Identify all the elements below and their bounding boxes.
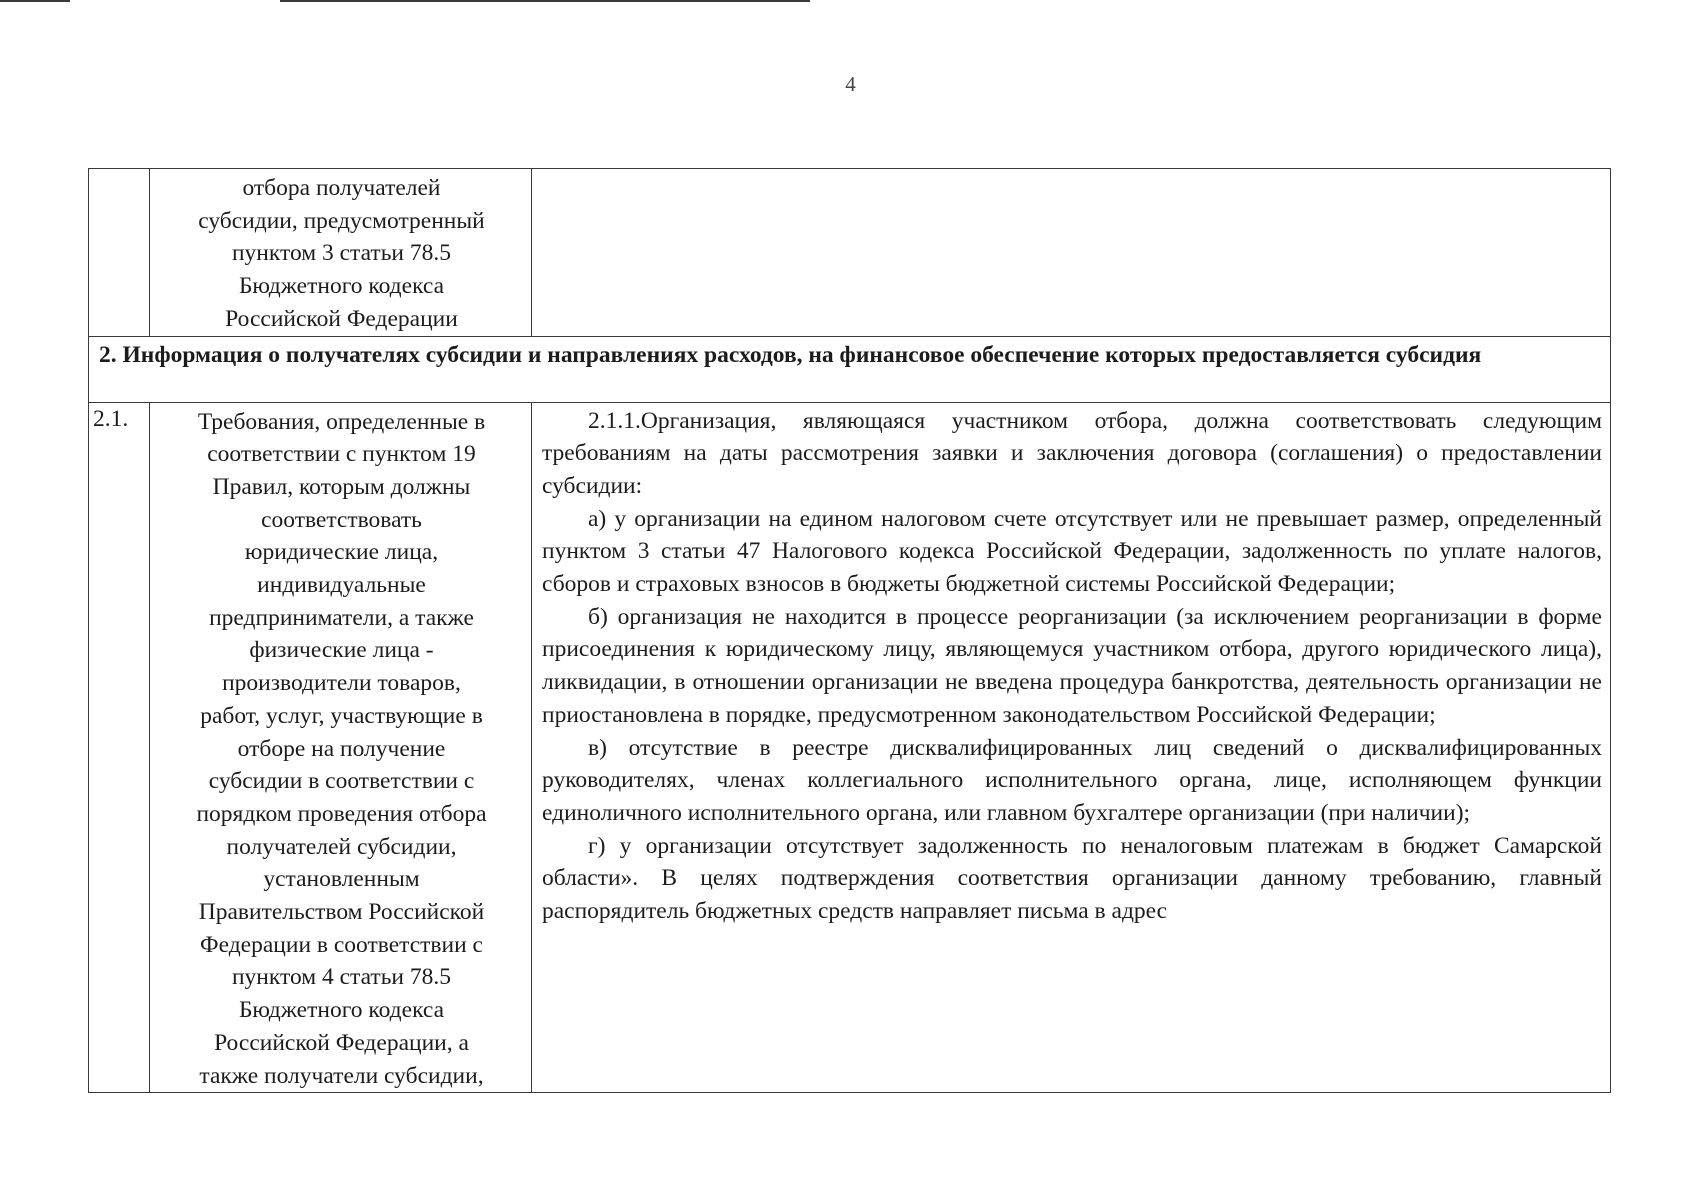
paragraph-a: а) у организации на едином налоговом счете отсутствует или не превышает размер, определенный пунктом 3 статьи 47 Налогового кодекса Российской Федерации, задолженность по уплате налогов, сборов и страховых взносов в бюджеты бюджетной системы Российской Федерации; (542, 505, 1602, 598)
row-number-cell (89, 169, 150, 337)
table-row (89, 169, 1611, 337)
row-number: 2.1. (93, 405, 129, 432)
row-content-cell (532, 402, 1611, 1093)
row-name-cell (150, 402, 532, 1093)
table-row (89, 402, 1611, 1093)
section-header-row (89, 336, 1611, 402)
scan-edge-line (0, 0, 70, 2)
scan-edge-line (280, 0, 810, 2)
section-title: 2. Информация о получателях субсидии и направлениях расходов, на финансовое обеспечение которых предоставляется субсидия (89, 336, 1611, 402)
paragraph-2-1-1: 2.1.1.Организация, являющаяся участником отбора, должна соответствовать следующим требованиям на даты рассмотрения заявки и заключения договора (соглашения) о предоставлении субсидии: (542, 407, 1602, 499)
requirements-table (88, 168, 1611, 1093)
row-name-text: отбора получателей субсидии, предусмотренный пунктом 3 статьи 78.5 Бюджетного кодекса Российской Федерации (198, 175, 485, 332)
row-name-cell (150, 169, 532, 337)
row-number-cell (89, 402, 150, 1093)
paragraph-v: в) отсутствие в реестре дисквалифицированных лиц сведений о дисквалифицированных руководителях, членах коллегиального исполнительного органа, лице, исполняющем функции единоличного исполнительного органа, или главном бухгалтере организации (при наличии); (542, 734, 1602, 826)
paragraph-g: г) у организации отсутствует задолженность по неналоговым платежам в бюджет Самарской области». В целях подтверждения соответствия организации данному требованию, главный распорядитель бюджетных средств направляет письма в адрес (542, 832, 1602, 925)
paragraph-b: б) организация не находится в процессе реорганизации (за исключением реорганизации в форме присоединения к юридическому лицу, являющемуся участником отбора, другого юридического лица), ликвидации, в отношении организации не введена процедура банкротства, деятельность организации не приостановлена в порядке, предусмотренном законодательством Российской Федерации; (542, 603, 1602, 728)
row-name-text: Требования, определенные в соответствии с пунктом 19 Правил, которым должны соответствовать юридические лица, индивидуальные предприниматели, а также физические лица - производители товаров, работ, услуг, участвующие в отборе на получение субсидии в соответствии с порядком проведения отбора получателей субсидии, установленным Правительством Российской Федерации в соответствии с пунктом 4 статьи 78.5 Бюджетного кодекса Российской Федерации, а также получатели субсидии, (196, 408, 487, 1089)
page-number: 4 (845, 72, 856, 96)
row-content-cell (532, 169, 1611, 337)
